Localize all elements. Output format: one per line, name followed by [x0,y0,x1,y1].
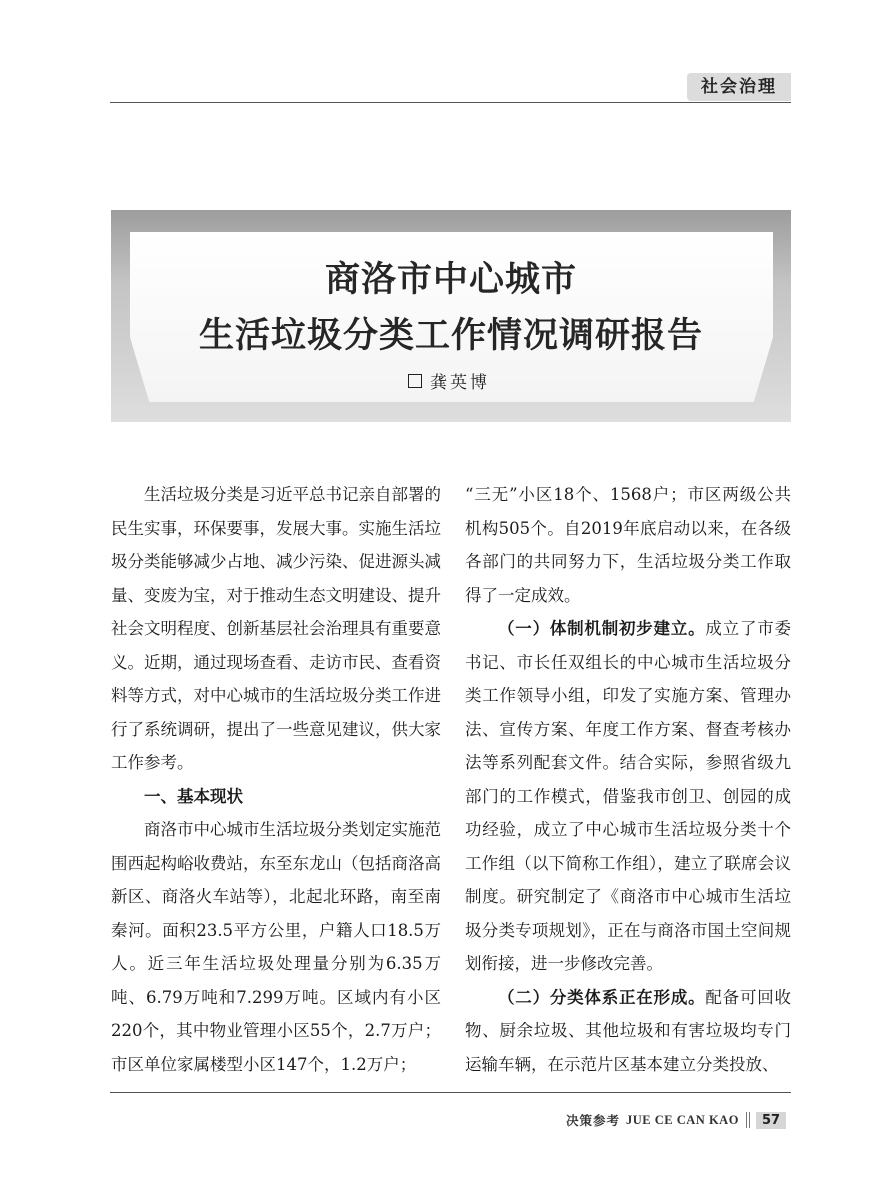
left-column [111,478,441,1081]
journal-name: 决策参考 [566,1113,621,1128]
page-number: 57 [756,1112,786,1129]
subheading-lead: （二）分类体系正在形成。 [498,987,706,1007]
article-title-line1: 商洛市中心城市 [324,260,577,300]
footer-separator [746,1112,750,1128]
square-bullet-icon [408,374,422,388]
author-name: 龚英博 [430,373,490,393]
paragraph-body: 成立了市委书记、市长任双组长的中心城市生活垃圾分类工作领导小组，印发了实施方案、管理办法、宣传方案、年度工作方案、督查考核办法等系列配套文件。结合实际，参照省级九部门的工作模式，借鉴我市创卫、创园的成功经验，成立了中心城市生活垃圾分类十个工作组（以下简称工作组），建立了联席会议制度。研究制定了《商洛市中心城市生活垃圾分类专项规划》，正在与商洛市国土空间规划衔接，进一步修改完善。 [465,619,791,973]
header-rule [110,102,791,103]
subheading-lead: （一）体制机制初步建立。 [498,619,706,638]
section-tab: 社会治理 [687,73,791,101]
section-heading: 一、基本现状 [144,786,243,806]
paragraph [465,981,791,1082]
page-footer [566,1110,786,1130]
byline [408,368,490,393]
journal-name-latin: JUE CE CAN KAO [626,1112,739,1127]
paragraph [465,612,791,981]
footer-rule [110,1092,791,1093]
paragraph: 生活垃圾分类是习近平总书记亲自部署的民生实事，环保要事，发展大事。实施生活垃圾分类能够减少占地、减少污染、促进源头减量、变废为宝，对于推动生态文明建设、提升社会文明程度、创新基层社会治理具有重要意义。近期，通过现场查看、走访市民、查看资料等方式，对中心城市的生活垃圾分类工作进行了系统调研，提出了一些意见建议，供大家工作参考。 [111,485,441,772]
right-column [465,478,791,1081]
paragraph: 商洛市中心城市生活垃圾分类划定实施范围西起构峪收费站，东至东龙山（包括商洛高新区、商洛火车站等），北起北环路，南至南秦河。面积23.5平方公里，户籍人口18.5万人。近三年生活垃圾处理量分别为6.35万吨、6.79万吨和7.299万吨。区域内有小区220个，其中物业管理小区55个，2.7万户；市区单位家属楼型小区147个，1.2万户； [111,820,441,1074]
paragraph-body: 配备可回收物、厨余垃圾、其他垃圾和有害垃圾均专门运输车辆，在示范片区基本建立分类投放、 [465,987,791,1074]
article-title-line2: 生活垃圾分类工作情况调研报告 [198,316,703,356]
paragraph: “三无”小区18个、1568户；市区两级公共机构505个。自2019年底启动以来，在各级各部门的共同努力下，生活垃圾分类工作取得了一定成效。 [465,485,791,605]
